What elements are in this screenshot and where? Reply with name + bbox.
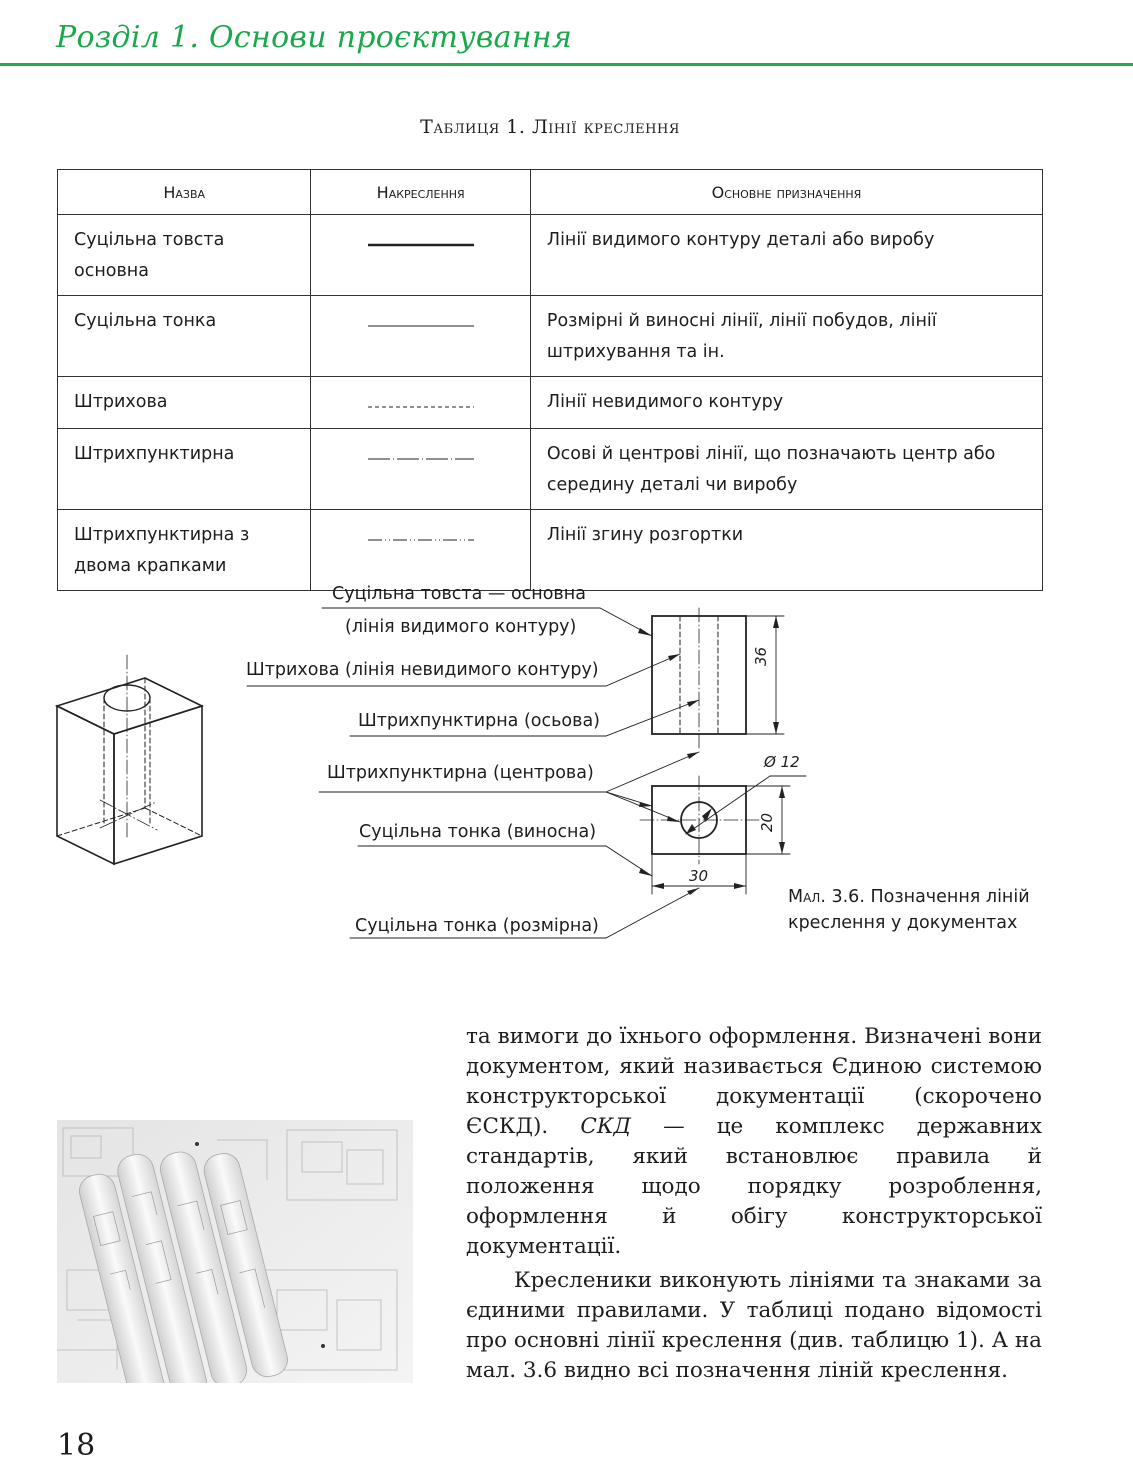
isometric-block: [57, 678, 202, 864]
header-rule: [0, 63, 1133, 66]
line-sample-thick: [311, 215, 530, 296]
figure-caption: [788, 884, 1030, 936]
dimension-height-top: 36: [752, 646, 770, 666]
label-dashed: Штрихова (лінія невидимого контуру): [246, 660, 599, 680]
lines-table: [57, 169, 1043, 591]
paragraph-1-emphasis: СКД: [580, 1114, 631, 1139]
table-row: [58, 429, 1043, 510]
chapter-header: [0, 0, 1133, 72]
row-purpose: Осові й центрові лінії, що позначають центр або середину деталі чи виробу: [530, 429, 1042, 510]
figure-caption-number: 3.6.: [831, 887, 865, 907]
figure-caption-prefix: Мал.: [788, 887, 826, 907]
label-thick-line-note: (лінія видимого контуру): [345, 617, 577, 637]
table-caption: Таблиця 1. Лінії креслення: [420, 116, 680, 138]
row-purpose: Лінії згину розгортки: [530, 510, 1042, 591]
line-sample-dash-dot: [311, 429, 530, 510]
table-row: [58, 215, 1043, 296]
row-name: Суцільна товста основна: [58, 215, 311, 296]
dimension-diameter: Ø 12: [764, 753, 800, 771]
row-purpose: Розмірні й виносні лінії, лінії побудов, лінії штрихування та ін.: [530, 296, 1042, 377]
label-extension: Суцільна тонка (виносна): [359, 822, 597, 842]
figure-caption-line2: креслення у документах: [788, 913, 1018, 933]
line-sample-dashed: [311, 377, 530, 429]
row-name: Штрихова: [58, 377, 311, 429]
table-row: [58, 377, 1043, 429]
paragraph-2: Креслeники виконують лініями та знаками за єдиними правилами. У таблиці подано відомості про основні лінії креслення (див. таблицю 1). А на мал. 3.6 видно всі позначення ліній креслення.: [466, 1268, 1042, 1383]
body-text: [466, 1022, 1042, 1386]
header-drawing: Накреслення: [311, 170, 530, 215]
row-purpose: Лінії невидимого контуру: [530, 377, 1042, 429]
page-number: 18: [57, 1428, 96, 1463]
dimension-width: 30: [689, 867, 709, 885]
table-row: [58, 296, 1043, 377]
isometric-hidden-lines: [57, 678, 202, 836]
paragraph-1: [466, 1022, 1042, 1262]
figure-caption-line1: Позначення ліній: [870, 887, 1030, 907]
header-purpose: Основне призначення: [530, 170, 1042, 215]
blueprint-rolls-photo: [57, 1120, 413, 1383]
paragraph-1-part-a: та вимоги до їхнього оформлення. Визначені вони документом, який називається Єдиною системою конструкторської документації (скорочено ЄСКД).: [466, 1024, 1042, 1139]
dimension-height-bottom: 20: [758, 812, 776, 832]
table-header-row: [58, 170, 1043, 215]
paragraph-1-part-b: — це комплекс державних стандартів, який встановлює правила й положення щодо порядку розроблення, оформлення й обігу конструкторської документації.: [466, 1114, 1042, 1259]
label-thick-line: Суцільна товста — основна: [332, 584, 586, 604]
row-name: Штрихпунктирна з двома крапками: [58, 510, 311, 591]
row-name: Штрихпунктирна: [58, 429, 311, 510]
chapter-title: Розділ 1. Основи проєктування: [56, 20, 573, 55]
label-dimension: Суцільна тонка (розмірна): [355, 916, 599, 936]
line-sample-thin: [311, 296, 530, 377]
label-axial: Штрихпунктирна (осьова): [358, 711, 601, 731]
top-view-axes: [640, 776, 760, 864]
row-purpose: Лінії видимого контуру деталі або виробу: [530, 215, 1042, 296]
header-name: Назва: [58, 170, 311, 215]
label-center: Штрихпунктирна (центрова): [327, 763, 594, 783]
row-name: Суцільна тонка: [58, 296, 311, 377]
